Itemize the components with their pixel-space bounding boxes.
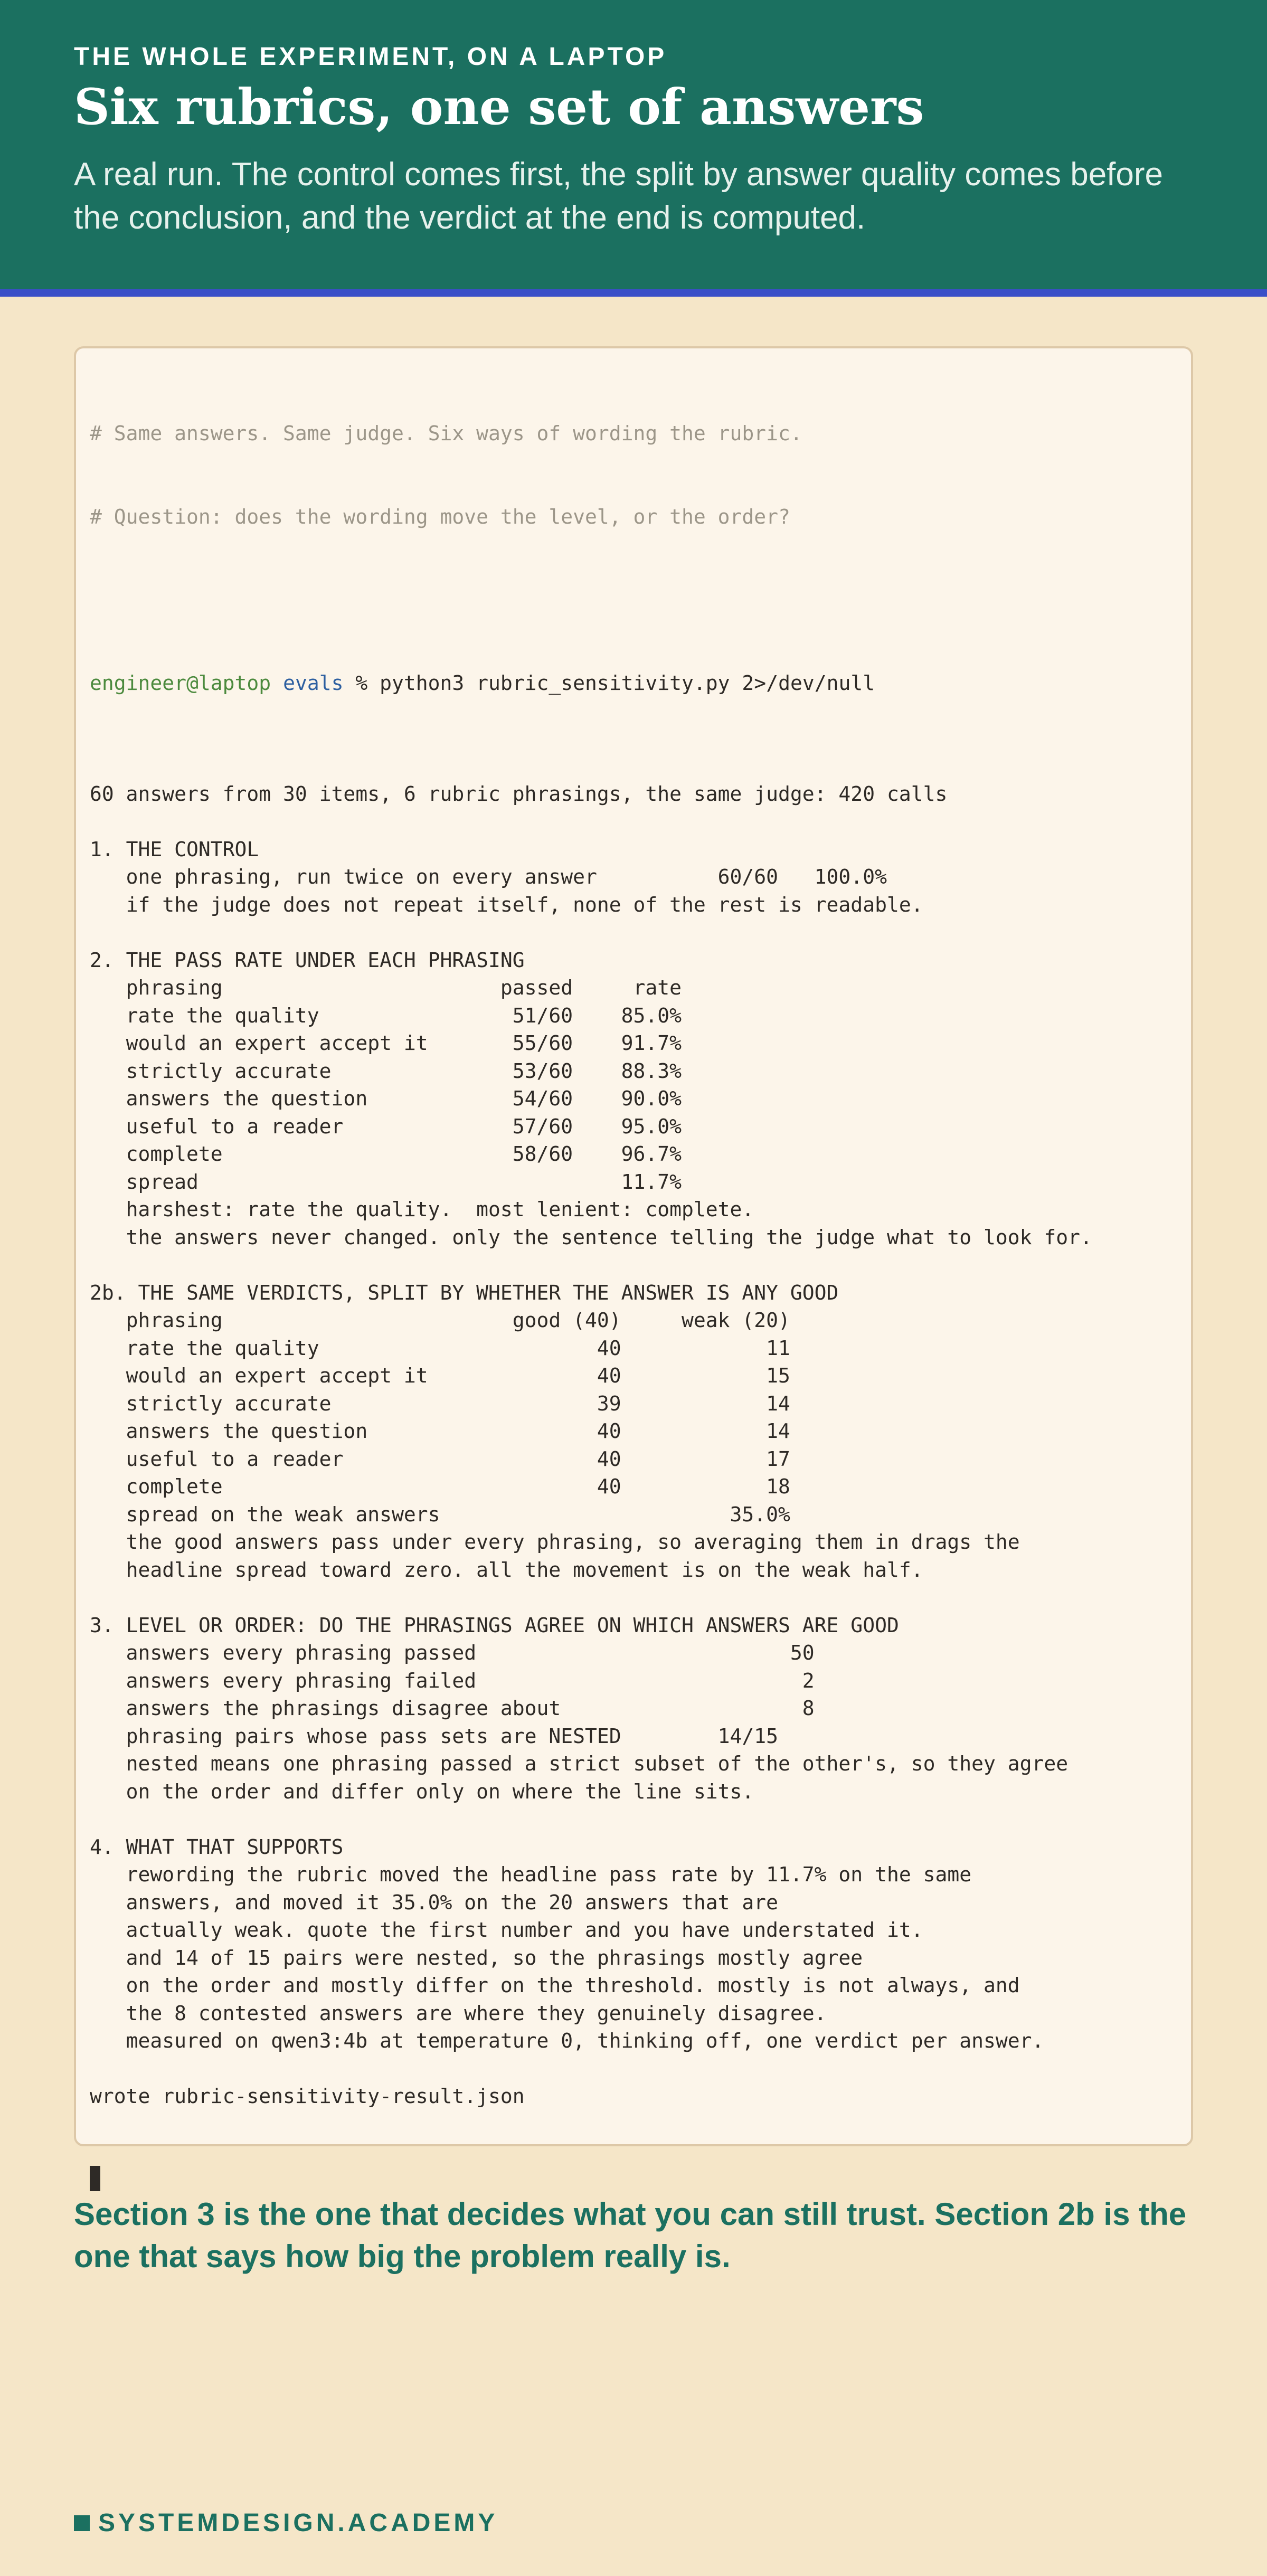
terminal-output-line: wrote rubric-sensitivity-result.json: [90, 2085, 525, 2108]
terminal-output-line: 4. WHAT THAT SUPPORTS: [90, 1835, 344, 1859]
terminal-output-line: phrasing good (40) weak (20): [90, 1309, 790, 1332]
terminal-output-line: if the judge does not repeat itself, none of the rest is readable.: [90, 893, 923, 916]
terminal-output-line: complete 58/60 96.7%: [90, 1142, 682, 1166]
terminal-cursor-line: [90, 2166, 1177, 2194]
terminal-output-line: 2b. THE SAME VERDICTS, SPLIT BY WHETHER THE ANSWER IS ANY GOOD: [90, 1281, 839, 1304]
terminal-output-line: answers the question 40 14: [90, 1419, 790, 1443]
prompt-directory: evals: [283, 671, 344, 695]
terminal-window[interactable]: [74, 346, 1193, 2146]
terminal-output-line: [90, 752, 1177, 780]
terminal-output-line: would an expert accept it 55/60 91.7%: [90, 1031, 682, 1055]
terminal-output-line: the 8 contested answers are where they genuinely disagree.: [90, 2001, 827, 2025]
terminal-comment-line: # Same answers. Same judge. Six ways of wording the rubric.: [90, 422, 802, 445]
terminal-output-line: one phrasing, run twice on every answer 60/60 100.0%: [90, 865, 887, 888]
terminal-output-line: on the order and differ only on where the line sits.: [90, 1779, 754, 1803]
prompt-command: python3 rubric_sensitivity.py 2>/dev/null: [380, 671, 875, 695]
terminal-output-line: measured on qwen3:4b at temperature 0, thinking off, one verdict per answer.: [90, 2029, 1044, 2052]
terminal-output-line: spread 11.7%: [90, 1170, 682, 1194]
footer-brand-text: SYSTEMDESIGN.ACADEMY: [98, 2509, 498, 2537]
page-subtitle: A real run. The control comes first, the split by answer quality comes before the conclusion, and the verdict at the end is computed.: [74, 156, 1164, 236]
terminal-output-line: phrasing pairs whose pass sets are NESTED 14/15: [90, 1724, 779, 1748]
terminal-output-line: answers, and moved it 35.0% on the 20 answers that are: [90, 1890, 779, 1914]
terminal-output-line: harshest: rate the quality. most lenient: complete.: [90, 1198, 754, 1221]
terminal-output-line: 2. THE PASS RATE UNDER EACH PHRASING: [90, 948, 525, 972]
terminal-output-line: answers the question 54/60 90.0%: [90, 1087, 682, 1110]
terminal-output-line: the good answers pass under every phrasing, so averaging them in drags the: [90, 1530, 1020, 1554]
terminal-comment-line: # Question: does the wording move the level, or the order?: [90, 505, 790, 528]
terminal-output-line: strictly accurate 53/60 88.3%: [90, 1059, 682, 1083]
terminal-output-line: [90, 2055, 1177, 2083]
prompt-user: engineer@laptop: [90, 671, 271, 695]
terminal-output-line: 60 answers from 30 items, 6 rubric phrasings, the same judge: 420 calls: [90, 782, 948, 806]
terminal-output-line: [90, 1251, 1177, 1279]
terminal-output-line: [90, 918, 1177, 946]
terminal-output-line: answers the phrasings disagree about 8: [90, 1697, 815, 1720]
terminal-output-line: on the order and mostly differ on the threshold. mostly is not always, and: [90, 1974, 1020, 1997]
terminal-output-line: [90, 808, 1177, 836]
terminal-output-line: rate the quality 40 11: [90, 1336, 790, 1360]
terminal-output-line: 3. LEVEL OR ORDER: DO THE PHRASINGS AGREE ON WHICH ANSWERS ARE GOOD: [90, 1613, 899, 1637]
header-banner: [0, 0, 1267, 297]
terminal-output-line: nested means one phrasing passed a strict subset of the other's, so they agree: [90, 1752, 1069, 1775]
page-title: Six rubrics, one set of answers: [74, 78, 924, 136]
terminal-prompt-line: [90, 669, 1177, 697]
terminal-output-line: headline spread toward zero. all the movement is on the weak half.: [90, 1558, 923, 1581]
terminal-output: [90, 364, 1177, 2249]
brand-square-icon: [74, 2515, 90, 2531]
terminal-cursor[interactable]: [90, 2166, 100, 2191]
terminal-output-line: useful to a reader 57/60 95.0%: [90, 1114, 682, 1138]
conclusion-text: Section 3 is the one that decides what you can still trust. Section 2b is the one that says how big the problem really is.: [74, 2196, 1187, 2274]
terminal-output-line: actually weak. quote the first number and you have understated it.: [90, 1918, 923, 1942]
terminal-output-line: and 14 of 15 pairs were nested, so the phrasings mostly agree: [90, 1946, 863, 1969]
terminal-output-line: would an expert accept it 40 15: [90, 1364, 790, 1387]
terminal-output-line: [90, 1805, 1177, 1833]
terminal-output-line: answers every phrasing failed 2: [90, 1669, 815, 1692]
terminal-output-line: phrasing passed rate: [90, 976, 682, 999]
terminal-output-line: complete 40 18: [90, 1475, 790, 1498]
footer-brand[interactable]: [74, 2508, 498, 2537]
terminal-blank-line: [90, 586, 1177, 614]
terminal-output-line: rewording the rubric moved the headline pass rate by 11.7% on the same: [90, 1863, 972, 1886]
terminal-output-line: the answers never changed. only the sentence telling the judge what to look for.: [90, 1225, 1092, 1249]
terminal-output-line: strictly accurate 39 14: [90, 1391, 790, 1415]
terminal-output-line: spread on the weak answers 35.0%: [90, 1502, 790, 1526]
prompt-symbol: %: [343, 671, 380, 695]
terminal-output-line: answers every phrasing passed 50: [90, 1641, 815, 1664]
terminal-output-line: rate the quality 51/60 85.0%: [90, 1003, 682, 1027]
terminal-output-line: [90, 1584, 1177, 1612]
terminal-output-lines: [90, 752, 1177, 2110]
terminal-output-line: useful to a reader 40 17: [90, 1447, 790, 1471]
header-eyebrow: THE WHOLE EXPERIMENT, ON A LAPTOP: [74, 43, 667, 71]
terminal-output-line: 1. THE CONTROL: [90, 837, 259, 861]
